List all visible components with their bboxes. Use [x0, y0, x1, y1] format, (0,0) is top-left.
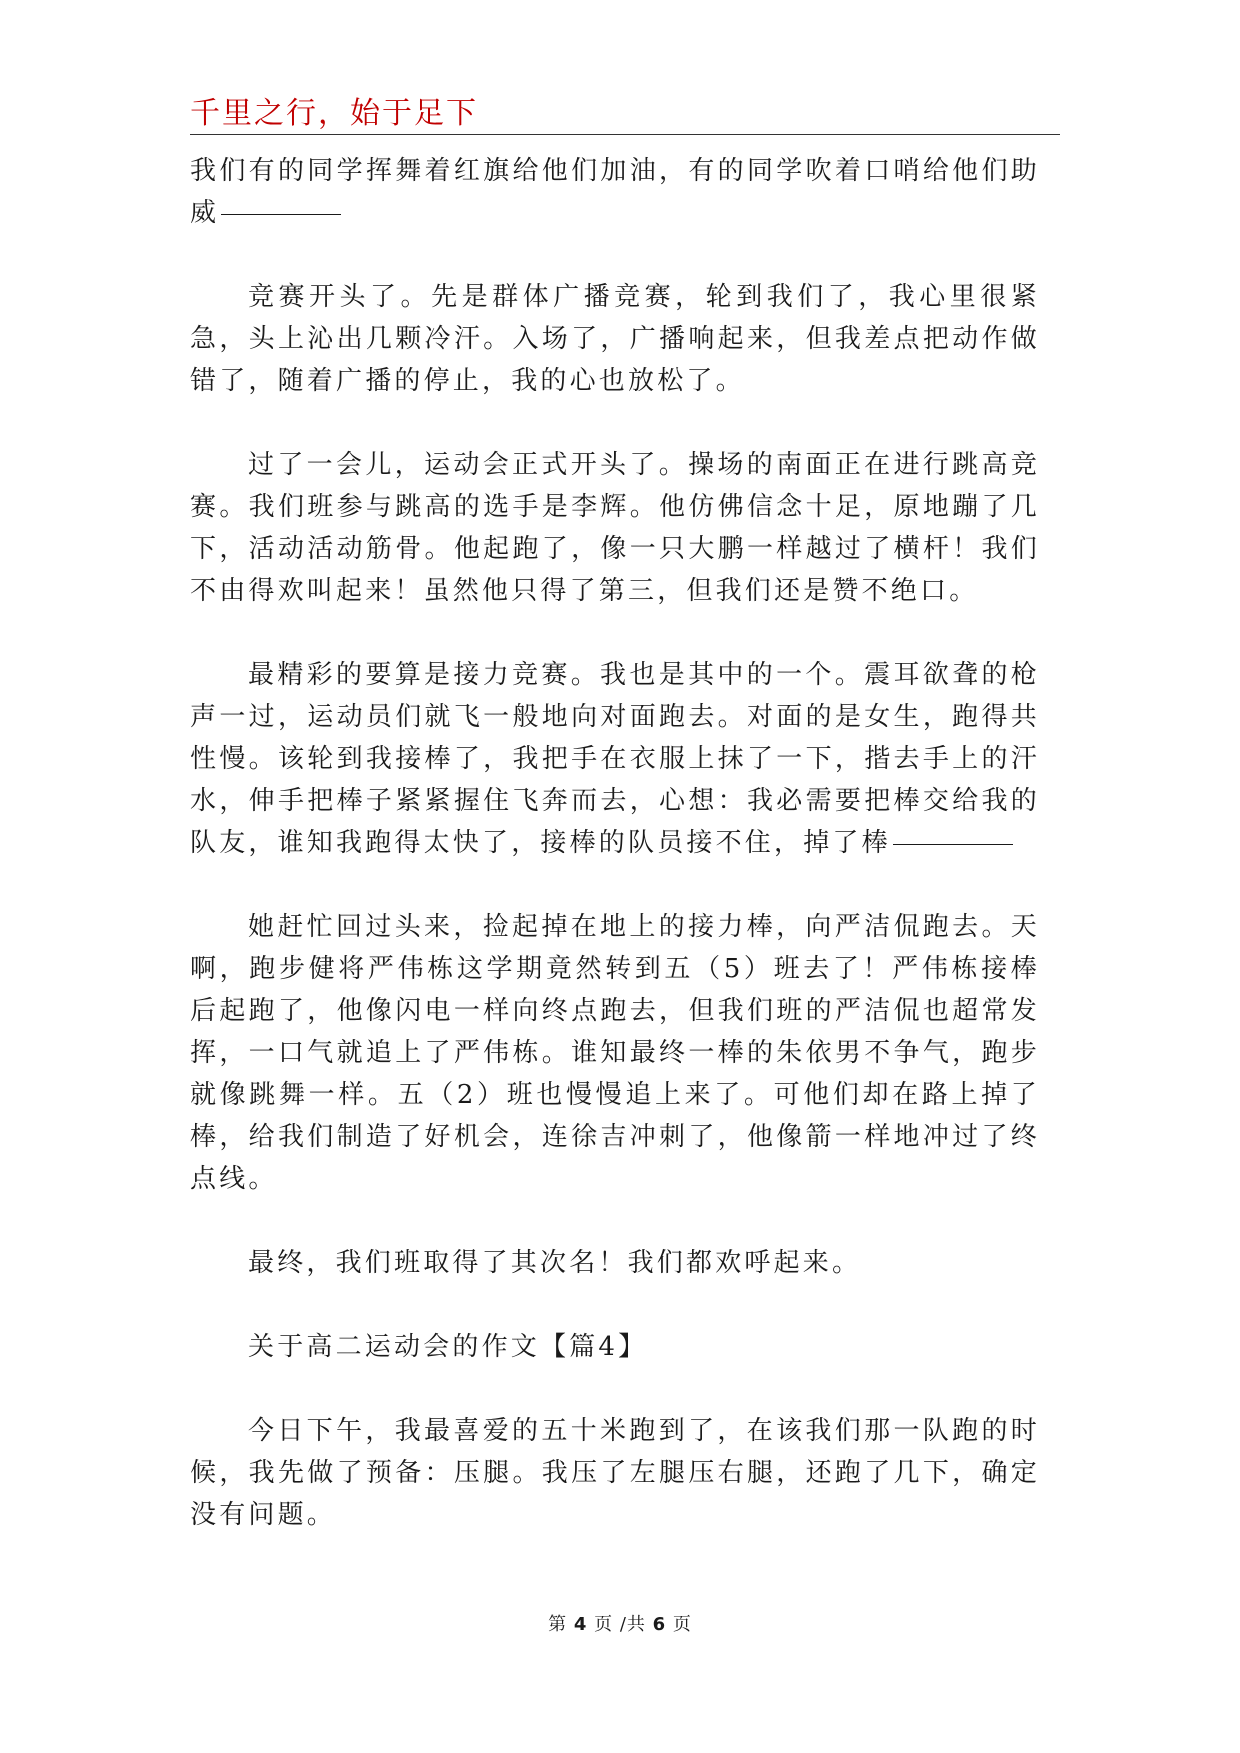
current-page-number: 4: [573, 1614, 588, 1635]
paragraph-2: 竞赛开头了。先是群体广播竞赛，轮到我们了，我心里很紧急，头上沁出几颗冷汗。入场了，广播响起来，但我差点把动作做错了，随着广播的停止，我的心也放松了。: [190, 282, 1040, 396]
header-title: 千里之行，始于足下: [190, 96, 478, 131]
paragraph-4-text: 最精彩的要算是接力竞赛。我也是其中的一个。震耳欲聋的枪声一过，运动员们就飞一般地向对面跑去。对面的是女生，跑得共性慢。该轮到我接棒了，我把手在衣服上抹了一下，揩去手上的汗水，伸手把棒子紧紧握住飞奔而去，心想：我必需要把棒交给我的队友，谁知我跑得太快了，接棒的队员接不住，掉了棒: [190, 660, 1040, 858]
paragraph-5: 她赶忙回过头来，捡起掉在地上的接力棒，向严洁侃跑去。天啊，跑步健将严伟栋这学期竟然转到五（5）班去了！严伟栋接棒后起跑了，他像闪电一样向终点跑去，但我们班的严洁侃也超常发挥，一口气就追上了严伟栋。谁知最终一棒的朱依男不争气，跑步就像跳舞一样。五（2）班也慢慢追上来了。可他们却在路上掉了棒，给我们制造了好机会，连徐吉冲刺了，他像箭一样地冲过了终点线。: [190, 912, 1040, 1194]
section-heading: 关于高二运动会的作文【篇4】: [248, 1332, 648, 1362]
footer-prefix: 第: [548, 1614, 568, 1635]
document-body: [190, 150, 1040, 1578]
paragraph-6: 最终，我们班取得了其次名！我们都欢呼起来。: [248, 1248, 862, 1278]
paragraph-7: 今日下午，我最喜爱的五十米跑到了，在该我们那一队跑的时候，我先做了预备：压腿。我压了左腿压右腿，还跑了几下，确定没有问题。: [190, 1416, 1040, 1530]
em-dash-line: [221, 214, 341, 215]
footer-middle: 页 /共: [594, 1614, 646, 1635]
paragraph-3: 过了一会儿，运动会正式开头了。操场的南面正在进行跳高竞赛。我们班参与跳高的选手是李辉。他仿佛信念十足，原地蹦了几下，活动活动筋骨。他起跑了，像一只大鹏一样越过了横杆！我们不由得欢叫起来！虽然他只得了第三，但我们还是赞不绝口。: [190, 450, 1040, 606]
header-divider: [190, 134, 1060, 135]
paragraph-1: [190, 150, 1040, 234]
total-page-number: 6: [652, 1614, 667, 1635]
paragraph-4: [190, 654, 1040, 864]
footer-suffix: 页: [672, 1614, 692, 1635]
em-dash-line: [893, 844, 1013, 845]
paragraph-1-text: 我们有的同学挥舞着红旗给他们加油，有的同学吹着口哨给他们助威: [190, 156, 1040, 228]
page-footer: [0, 1610, 1240, 1636]
